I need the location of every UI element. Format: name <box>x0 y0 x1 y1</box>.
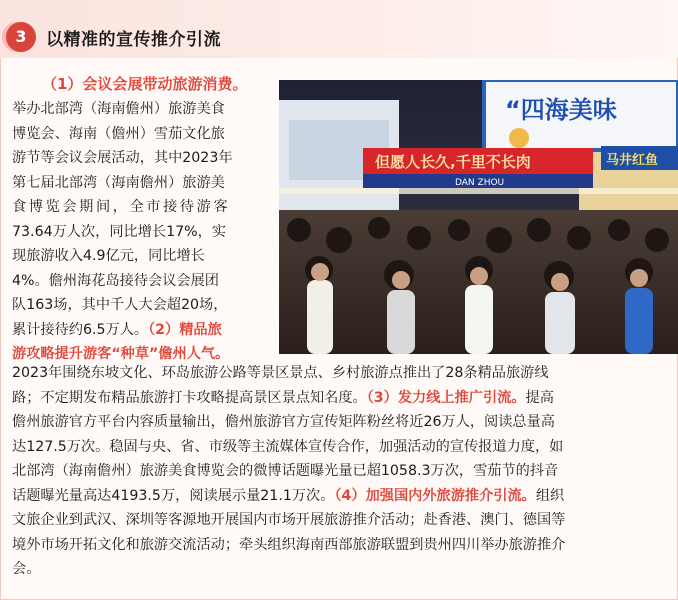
heading-2-end: 游攻略提升游客“种草”儋州人气。 <box>12 346 230 362</box>
photo-sign-right: 马井红鱼 <box>606 153 659 168</box>
text-line: 达127.5万次。稳固与央、省、市级等主流媒体宣传合作，加强活动的宣传报道力度，如 <box>12 438 564 455</box>
text-line: 现旅游收入4.9亿元，同比增长 <box>12 248 205 264</box>
text-line: 食博览会期间，全市接待游客 <box>12 199 231 215</box>
heading-1: （1）会议会展带动旅游消费。 <box>42 75 248 93</box>
festival-photo <box>279 80 678 354</box>
heading-2-start: （2）精品旅 <box>148 321 222 338</box>
text-segment: 路；不定期发布精品旅游打卡攻略提高景区景点知名度。 <box>12 389 367 406</box>
text-line: 第七届北部湾（海南儋州）旅游美 <box>12 174 225 191</box>
text-line: 73.64万人次，同比增长17%，实 <box>12 223 227 240</box>
section-title: 以精准的宣传推介引流 <box>46 30 221 50</box>
photo-sign-top: “四海美味 <box>505 96 617 124</box>
text-line: 4%。儋州海花岛接待会议会展团 <box>12 272 219 289</box>
text-line: 队163场，其中千人大会超20场， <box>12 297 228 313</box>
text-segment: 组织 <box>535 487 565 504</box>
text-line <box>12 484 672 509</box>
text-line: 境外市场开拓文化和旅游交流活动；牵头组织海南西部旅游联盟到贵州四川举办旅游推介 <box>12 536 566 553</box>
section-number-badge: 3 <box>6 22 36 52</box>
text-line <box>12 386 672 411</box>
text-segment: 累计接待约6.5万人。 <box>12 321 149 338</box>
heading-4: （4）加强国内外旅游推介引流。 <box>334 487 536 504</box>
text-line: 儋州旅游官方平台内容质量输出，儋州旅游官方宣传矩阵粉丝将近26万人，阅读总量高 <box>12 414 555 430</box>
text-line: 北部湾（海南儋州）旅游美食博览会的微博话题曝光量已超1058.3万次，雪茄节的抖音 <box>12 463 559 479</box>
text-segment: 话题曝光量高达4193.5万，阅读展示量21.1万次。 <box>12 487 335 504</box>
text-line: 会。 <box>12 561 41 577</box>
full-paragraph <box>12 361 672 582</box>
heading-3: （3）发力线上推广引流。 <box>366 389 526 406</box>
text-line: 博览会、海南（儋州）雪茄文化旅 <box>12 125 225 142</box>
left-paragraph <box>12 97 276 367</box>
text-line: 文旅企业到武汉、深圳等客源地开展国内市场开展旅游推介活动；赴香港、澳门、德国等 <box>12 512 566 528</box>
section-header <box>0 0 678 58</box>
text-line: 游节等会议会展活动，其中2023年 <box>12 150 233 166</box>
text-line: 2023年围绕东坡文化、环岛旅游公路等景区景点、乡村旅游点推出了28条精品旅游线 <box>12 365 549 381</box>
text-line: 举办北部湾（海南儋州）旅游美食 <box>12 101 225 117</box>
photo-banner-slogan: 但愿人长久,千里不长肉 <box>375 153 531 171</box>
photo-banner-sub: DAN ZHOU <box>455 178 505 188</box>
text-line <box>12 318 276 343</box>
text-segment: 提高 <box>525 389 554 406</box>
